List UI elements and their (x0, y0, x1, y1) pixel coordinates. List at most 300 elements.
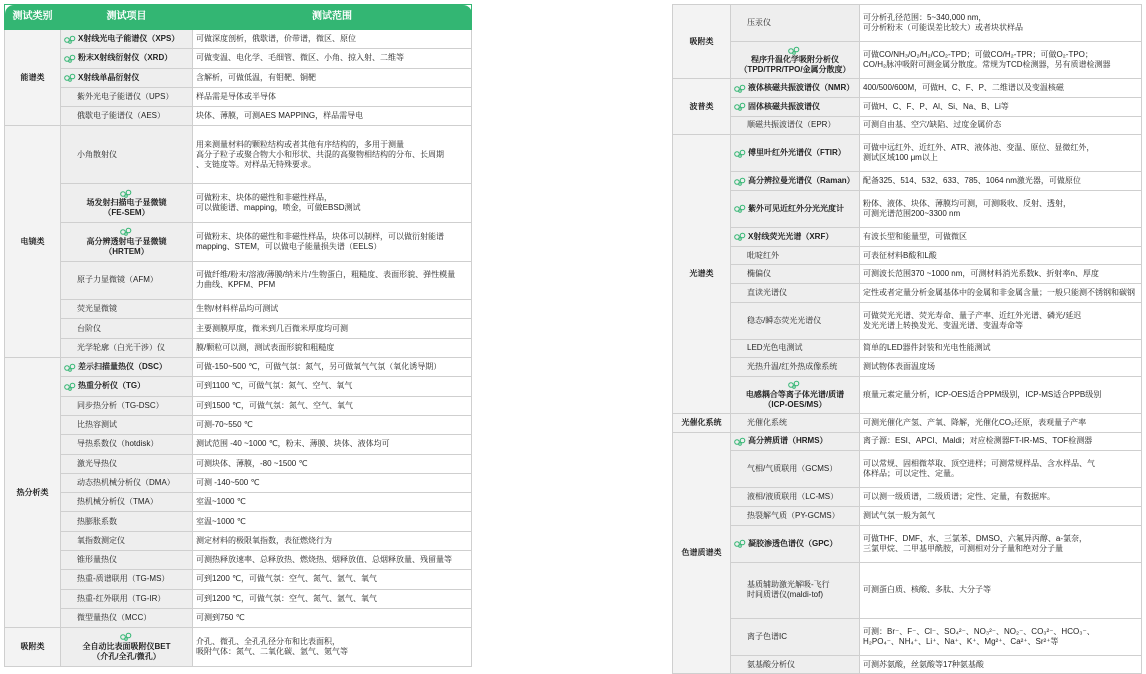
test-item-text: （ICP-OES/MS） (763, 399, 827, 409)
category-cell (673, 79, 731, 135)
table-row (5, 358, 472, 377)
atom-icon (734, 437, 746, 446)
table-row (5, 589, 472, 608)
test-range-cell (860, 525, 1142, 562)
test-item-text: 场发射扫描电子显微镜 (86, 198, 167, 208)
test-item-cell (731, 42, 860, 79)
atom-icon (734, 232, 746, 241)
test-range-cell (860, 135, 1142, 172)
test-item-text: 动态热机械分析仪（DMA） (77, 477, 175, 487)
test-item-text: 激光导热仪 (77, 458, 117, 468)
test-range-text: 可做纤维/粉末/溶液/薄膜/纳米片/生物蛋白，粗糙度、表面形貌、弹性模量 (196, 270, 456, 280)
test-item-text: 时间质谱仪(maldi-tof) (747, 590, 824, 600)
test-range-cell (193, 493, 472, 512)
test-range-cell (860, 116, 1142, 135)
test-item-text: 热重-质谱联用（TG-MS） (77, 574, 170, 584)
test-item-cell (731, 525, 860, 562)
table-row (5, 377, 472, 396)
category-cell (5, 358, 61, 628)
test-item-text: （介孔/全孔/微孔） (92, 652, 161, 661)
test-item-text: X射线荧光光谱（XRF） (748, 231, 834, 241)
test-item-cell (731, 79, 860, 98)
atom-icon (64, 363, 76, 372)
test-range-text: 测试范围 -40 ~1000 ℃，粉末、薄膜、块体、液体均可 (196, 439, 390, 449)
category-label: 光催化系统 (681, 417, 722, 427)
test-item-cell (731, 265, 860, 284)
test-item-cell (61, 49, 193, 68)
atom-icon (734, 204, 746, 213)
test-range-cell (193, 531, 472, 550)
test-range-cell (860, 339, 1142, 358)
test-range-cell (193, 396, 472, 415)
test-range-cell (860, 488, 1142, 507)
test-range-text: 可测苏氨酸，丝氨酸等17种氨基酸 (863, 659, 984, 669)
test-item-cell (61, 222, 193, 261)
table-row (673, 432, 1142, 451)
table-row (673, 190, 1142, 227)
test-range-text: 可做-150~500 ℃，可做气氛：氮气，另可做氧气气氛（氧化诱导期） (196, 362, 442, 372)
table-row (673, 172, 1142, 191)
test-item-text: 高分辨透射电子显微镜 (86, 236, 167, 246)
table-row (5, 454, 472, 473)
test-range-text: 可做中远红外、近红外、ATR、液体池、变温、原位、显微红外， (863, 143, 1095, 153)
test-range-text: 力曲线、KPFM、PFM (196, 280, 276, 290)
test-range-cell (193, 512, 472, 531)
test-range-cell (860, 283, 1142, 302)
table-row (673, 246, 1142, 265)
category-cell (673, 414, 731, 433)
table-row (673, 451, 1142, 488)
test-item-cell (61, 570, 193, 589)
table-row (5, 338, 472, 357)
test-range-cell (193, 107, 472, 126)
table-row (673, 507, 1142, 526)
test-item-text: 基质辅助激光解吸-飞行 (747, 580, 830, 590)
test-range-cell (193, 126, 472, 184)
test-range-text: 三氯甲烷、二甲基甲酰胺，可测相对分子量和绝对分子量 (863, 543, 1063, 553)
category-label: 光谱类 (689, 269, 714, 279)
test-item-cell (61, 68, 193, 87)
test-range-text: 可测：Br⁻、F⁻、Cl⁻、SO₄²⁻、NO₃²⁻、NO₂⁻、CO₃²⁻、HCO₃⁻、 (863, 626, 1095, 636)
test-range-text: 离子源：ESI、APCI、Maldi；对应检测器FT-IR-MS、TOF检测器 (863, 436, 1093, 446)
table-row (5, 222, 472, 261)
table-row (673, 414, 1142, 433)
table-row (5, 570, 472, 589)
table-row (5, 126, 472, 184)
table-row (673, 655, 1142, 674)
test-range-cell (860, 562, 1142, 618)
table-row (5, 68, 472, 87)
test-range-cell (860, 42, 1142, 79)
test-range-text: mapping、STEM，可以做电子能量损失谱（EELS） (196, 241, 382, 251)
test-range-text: 体样品；可以定性、定量。 (863, 469, 959, 479)
test-range-cell (193, 473, 472, 492)
left-test-table (4, 4, 472, 667)
test-item-text: 差示扫描量热仪（DSC） (78, 362, 167, 372)
test-range-cell (860, 265, 1142, 284)
test-range-text: 可测 -140~500 ℃ (196, 477, 260, 487)
test-item-cell (731, 228, 860, 247)
test-range-text: 主要测膜厚度，微米到几百微米厚度均可测 (196, 323, 348, 333)
test-item-text: 比热容测试 (77, 420, 117, 430)
test-item-text: 顺磁共振波谱仪（EPR） (747, 120, 836, 130)
category-cell (673, 5, 731, 79)
test-range-text: H₂PO₄⁻、NH₄⁺、Li⁺、Na⁺、K⁺、Mg²⁺、Ca²⁺、Sr²⁺等 (863, 636, 1059, 646)
test-range-text: 可分析孔径范围：5~340,000 nm， (863, 13, 987, 23)
test-range-cell (193, 415, 472, 434)
test-range-text: 室温~1000 ℃ (196, 497, 246, 507)
test-range-text: 可以测一级质谱，二级质谱；定性、定量，有数据库。 (863, 492, 1055, 502)
test-item-text: 热重分析仪（TG） (78, 381, 146, 391)
table-row (673, 302, 1142, 339)
test-range-text: 痕量元素定量分析，ICP-OES适合PPM级别，ICP-MS适合PPB级别 (863, 389, 1102, 399)
test-item-text: 微型量热仪（MCC） (77, 613, 152, 623)
test-range-cell (860, 432, 1142, 451)
test-item-cell (731, 135, 860, 172)
test-item-cell (731, 246, 860, 265)
atom-icon (788, 46, 800, 55)
atom-icon (734, 177, 746, 186)
test-item-text: 程序升温化学吸附分析仪 (751, 55, 839, 65)
atom-icon (734, 102, 746, 111)
test-range-text: 可测光催化产氢、产氧、降解，光催化CO₂还原，表观量子产率 (863, 417, 1087, 427)
test-item-text: 导热系数仪（hotdisk） (77, 439, 159, 449)
test-item-text: 高分辨拉曼光谱仪（Raman） (748, 176, 855, 186)
table-row (673, 116, 1142, 135)
atom-icon (64, 382, 76, 391)
header-item: 测试项目 (61, 5, 193, 30)
test-item-cell (731, 172, 860, 191)
test-range-cell (193, 435, 472, 454)
test-item-text: 凝胶渗透色谱仪（GPC） (748, 538, 838, 548)
test-range-text: CO/H₂脉冲吸附可测金属分散度。常规为TCD检测器，另有质谱检测器 (863, 60, 1111, 70)
table-row (5, 87, 472, 106)
category-cell (673, 135, 731, 414)
test-item-cell (61, 261, 193, 300)
test-item-cell (61, 531, 193, 550)
test-item-cell (61, 608, 193, 627)
table-row (5, 184, 472, 223)
test-item-text: 高分辨质谱（HRMS） (748, 436, 828, 446)
test-item-cell (61, 358, 193, 377)
atom-icon (64, 54, 76, 63)
test-range-text: 可测光谱范围200~3300 nm (863, 209, 961, 219)
test-range-cell (193, 358, 472, 377)
test-item-text: 热重-红外联用（TG-IR） (77, 593, 166, 603)
atom-icon (120, 189, 132, 198)
test-item-text: 荧光显微镜 (77, 304, 117, 314)
category-label: 热分析类 (16, 487, 49, 497)
test-range-text: 定性或者定量分析金属基体中的金属和非金属含量；一般只能测不锈钢和碳钢 (863, 287, 1135, 297)
table-row (673, 358, 1142, 377)
table-row (673, 42, 1142, 79)
test-item-text: X射线单晶衍射仪 (78, 72, 140, 82)
test-item-text: 电感耦合等离子体光谱/质谱 (745, 389, 845, 399)
atom-icon (64, 73, 76, 82)
atom-icon (734, 149, 746, 158)
test-range-cell (193, 338, 472, 357)
table-header-row (5, 5, 472, 30)
test-range-cell (860, 507, 1142, 526)
right-table-panel (672, 4, 1142, 674)
test-range-text: 生物/材料样品均可测试 (196, 304, 279, 314)
test-item-cell (731, 302, 860, 339)
test-range-text: 可做粉末、块体的磁性和非磁性样品， (196, 193, 332, 203)
test-item-text: 紫外可见近红外分光光度计 (748, 204, 844, 214)
test-item-text: 直读光谱仪 (747, 287, 787, 297)
test-item-text: 同步热分析（TG-DSC） (77, 400, 164, 410)
test-range-text: 可做CO/NH₃/O₂/H₂/CO₂-TPD；可做CO/H₂-TPR；可做O₂-TPO； (863, 50, 1093, 60)
atom-icon (120, 632, 132, 641)
test-range-cell (860, 190, 1142, 227)
table-row (673, 283, 1142, 302)
table-row (5, 608, 472, 627)
test-range-text: 简单的LED器件封装和光电性能测试 (863, 343, 991, 353)
test-range-cell (193, 30, 472, 49)
category-cell (5, 30, 61, 126)
test-range-text: 发光光谱上转换发光、变温光谱、变温寿命等 (863, 320, 1023, 330)
test-item-cell (61, 435, 193, 454)
test-item-cell (61, 377, 193, 396)
test-range-cell (860, 302, 1142, 339)
test-item-cell (731, 97, 860, 116)
test-item-text: 液体核磁共振波谱仪（NMR） (748, 83, 855, 93)
test-range-cell (860, 618, 1142, 655)
test-range-cell (193, 570, 472, 589)
category-cell (5, 126, 61, 358)
test-item-text: （TPD/TPR/TPO/金属分散度） (739, 65, 851, 75)
table-row (5, 493, 472, 512)
test-item-text: LED光色电测试 (747, 343, 803, 353)
test-range-cell (860, 5, 1142, 42)
test-range-cell (860, 655, 1142, 674)
test-range-cell (193, 377, 472, 396)
test-range-text: 可做THF、DMF、水、三氯苯、DMSO、六氟异丙醇、a-氯奈， (863, 533, 1087, 543)
test-range-text: 样品需是导体或半导体 (196, 92, 276, 102)
test-range-text: 测试区域100 μm以上 (863, 153, 938, 163)
test-item-text: 俄歇电子能谱仪（AES） (77, 111, 166, 121)
test-item-text: 热膨胀系数 (77, 516, 117, 526)
test-range-cell (193, 608, 472, 627)
test-range-text: 400/500/600M，可做H、C、F、P、二维谱以及变温核磁 (863, 83, 1064, 93)
test-range-text: 可做深度剖析，俄歇谱，价带谱，微区、原位 (196, 34, 356, 44)
test-range-text: 可到1200 ℃，可做气氛：空气、氮气、氩气、氧气 (196, 593, 378, 603)
test-range-cell (860, 79, 1142, 98)
test-item-text: 锥形量热仪 (77, 555, 117, 565)
table-row (5, 531, 472, 550)
test-item-cell (731, 507, 860, 526)
table-row (5, 551, 472, 570)
table-row (673, 5, 1142, 42)
test-item-text: 热裂解气质（PY-GCMS） (747, 510, 840, 520)
category-label: 色谱质谱类 (681, 548, 722, 558)
test-range-text: 测定材料的极限氧指数，表征燃烧行为 (196, 535, 332, 545)
table-row (5, 49, 472, 68)
test-item-text: 粉末X射线衍射仪（XRD） (78, 53, 173, 63)
category-label: 电镜类 (20, 236, 45, 246)
test-item-cell (731, 432, 860, 451)
category-label: 吸附类 (20, 642, 45, 651)
atom-icon (734, 84, 746, 93)
test-item-cell (731, 488, 860, 507)
test-range-text: 可测热释放速率、总释放热、燃烧热、烟释放值、总烟释放量、残留量等 (196, 555, 452, 565)
table-row (673, 339, 1142, 358)
test-range-cell (193, 628, 472, 667)
test-range-text: 测试物体表面温度场 (863, 362, 935, 372)
table-row (673, 488, 1142, 507)
test-item-text: 全自动比表面吸附仪BET (82, 642, 171, 651)
test-range-text: 可测-70~550 ℃ (196, 420, 253, 430)
test-range-cell (193, 49, 472, 68)
test-item-cell (731, 414, 860, 433)
table-row (673, 79, 1142, 98)
test-range-text: 可做变温、电化学、毛细管、微区、小角、掠入射、二维等 (196, 53, 404, 63)
header-category: 测试类别 (5, 5, 61, 30)
test-range-text: 可做H、C、F、P、Al、Si、Na、B、Li等 (863, 101, 1009, 111)
test-range-text: 用来测量材料的颗粒结构或者其他有序结构的，多用于测量 (196, 139, 404, 149)
test-item-cell (61, 184, 193, 223)
table-row (5, 512, 472, 531)
test-range-cell (860, 358, 1142, 377)
test-range-text: 室温~1000 ℃ (196, 516, 246, 526)
test-item-cell (61, 454, 193, 473)
table-row (5, 30, 472, 49)
test-item-cell (731, 116, 860, 135)
test-range-cell (193, 68, 472, 87)
test-range-text: 可到1500 ℃，可做气氛：氮气、空气、氧气 (196, 400, 354, 410)
test-item-text: 稳态/瞬态荧光光谱仪 (747, 315, 822, 325)
test-item-cell (731, 376, 860, 413)
atom-icon (788, 380, 800, 389)
test-range-text: 可测蛋白质、核酸、多肽、大分子等 (863, 585, 991, 595)
test-range-cell (193, 222, 472, 261)
test-range-cell (193, 261, 472, 300)
test-item-cell (731, 5, 860, 42)
table-row (673, 525, 1142, 562)
test-item-text: 热机械分析仪（TMA） (77, 497, 158, 507)
test-item-text: 氧指数测定仪 (77, 535, 125, 545)
test-range-cell (193, 589, 472, 608)
test-range-text: 配备325、514、532、633、785、1064 nm激光器，可做原位 (863, 176, 1081, 186)
test-item-text: 小角散射仪 (77, 149, 117, 159)
test-item-cell (731, 618, 860, 655)
left-table-panel (4, 4, 472, 667)
test-range-text: 块体、薄膜，可测AES MAPPING，样品需导电 (196, 111, 364, 121)
test-range-text: 粉体、液体、块体、薄膜均可测，可测吸收、反射、透射， (863, 199, 1071, 209)
test-item-text: 台阶仪 (77, 323, 101, 333)
test-range-cell (860, 451, 1142, 488)
test-range-text: 测试气氛一般为氮气 (863, 510, 935, 520)
atom-icon (64, 35, 76, 44)
test-item-text: 椭偏仪 (747, 269, 771, 279)
test-item-text: 光催化系统 (747, 417, 787, 427)
test-item-cell (61, 338, 193, 357)
test-range-cell (860, 172, 1142, 191)
test-item-text: 氨基酸分析仪 (747, 659, 795, 669)
table-row (5, 628, 472, 667)
category-label: 吸附类 (689, 36, 714, 46)
test-range-text: 有波长型和能量型，可做微区 (863, 231, 967, 241)
table-row (5, 300, 472, 319)
test-item-cell (61, 107, 193, 126)
test-range-cell (193, 300, 472, 319)
test-item-cell (731, 655, 860, 674)
right-test-table (672, 4, 1142, 674)
test-range-cell (860, 376, 1142, 413)
test-range-text: 可测波长范围370 ~1000 nm，可测材料消光系数k、折射率n、厚度 (863, 269, 1099, 279)
test-item-text: 固体核磁共振波谱仪 (748, 101, 820, 111)
test-range-text: 可到1100 ℃，可做气氛：氮气、空气、氧气 (196, 381, 353, 391)
test-item-cell (61, 589, 193, 608)
test-range-text: 可测块体、薄膜，-80 ~1500 ℃ (196, 458, 308, 468)
test-item-text: 光热升温/红外热成像系统 (747, 362, 838, 372)
test-item-cell (61, 300, 193, 319)
category-label: 波普类 (689, 101, 714, 111)
test-range-cell (193, 551, 472, 570)
test-range-text: 含解析，可做低温，有钼靶、铜靶 (196, 72, 316, 82)
table-row (673, 228, 1142, 247)
test-item-text: 原子力显微镜（AFM） (77, 275, 158, 285)
test-range-cell (860, 97, 1142, 116)
test-range-cell (860, 228, 1142, 247)
test-range-text: 介孔、微孔、全孔孔径分布和比表面积， (196, 637, 340, 646)
test-range-text: 膜/颗粒可以测，测试表面形貌和粗糙度 (196, 342, 335, 352)
test-item-cell (731, 358, 860, 377)
test-item-text: 液相/液质联用（LC-MS） (747, 492, 839, 502)
category-cell (673, 432, 731, 674)
table-row (5, 473, 472, 492)
test-item-cell (61, 126, 193, 184)
test-range-cell (860, 246, 1142, 265)
test-item-cell (61, 396, 193, 415)
test-item-cell (731, 283, 860, 302)
table-row (673, 562, 1142, 618)
test-item-text: 压汞仪 (747, 18, 771, 28)
test-item-text: 光学轮廓（白光干涉）仪 (77, 342, 165, 352)
test-range-cell (860, 414, 1142, 433)
category-cell (5, 628, 61, 667)
test-range-text: 可分析粉末（可能误差比较大）或者块状样品 (863, 23, 1023, 33)
table-row (673, 135, 1142, 172)
test-item-cell (61, 628, 193, 667)
test-item-text: 气相/气质联用（GCMS） (747, 464, 838, 474)
test-item-cell (61, 493, 193, 512)
test-item-cell (61, 87, 193, 106)
table-row (5, 435, 472, 454)
test-item-text: （FE-SEM） (103, 208, 150, 218)
test-item-cell (61, 415, 193, 434)
atom-icon (120, 227, 132, 236)
test-range-text: 可到1200 ℃，可做气氛：空气、氮气、氩气、氧气 (196, 574, 378, 584)
test-range-text: 、支链度等。对样品无特殊要求。 (196, 159, 316, 169)
test-item-cell (61, 512, 193, 531)
table-row (5, 107, 472, 126)
test-range-cell (193, 87, 472, 106)
test-item-cell (731, 451, 860, 488)
test-item-cell (61, 30, 193, 49)
table-row (5, 396, 472, 415)
test-item-cell (731, 190, 860, 227)
table-row (5, 261, 472, 300)
test-range-text: 可表征材料B酸和L酸 (863, 250, 937, 260)
table-row (673, 97, 1142, 116)
test-range-text: 吸附气体：氮气、二氧化碳、氩气、氪气等 (196, 647, 348, 656)
test-item-cell (61, 473, 193, 492)
table-row (673, 376, 1142, 413)
header-range: 测试范围 (193, 5, 472, 30)
test-range-cell (193, 454, 472, 473)
test-range-text: 可以做能谱、mapping，喷金，可做EBSD测试 (196, 203, 361, 213)
